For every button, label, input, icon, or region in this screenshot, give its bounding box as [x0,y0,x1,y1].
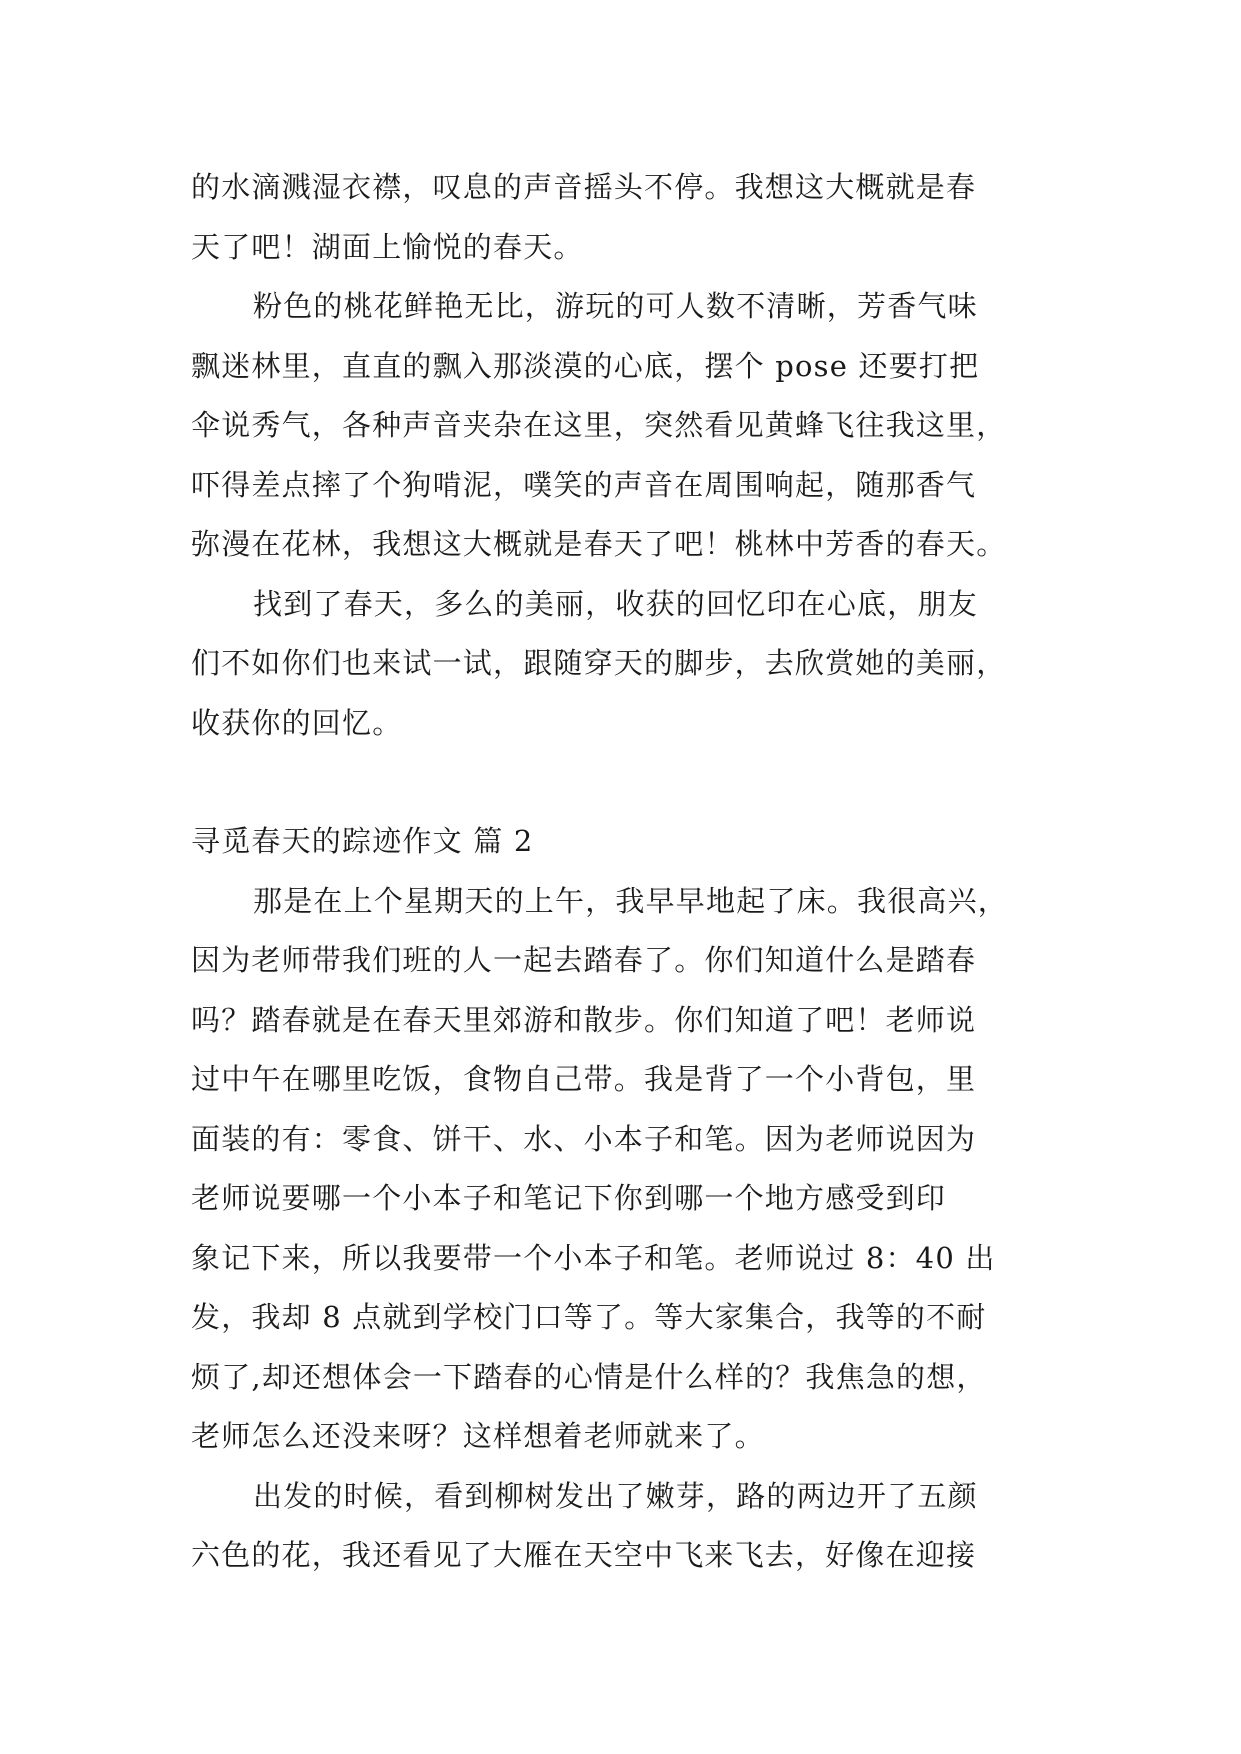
paragraph-found-spring: 找到了春天，多么的美丽，收获的回忆印在心底，朋友 们不如你们也来试一试，跟随穿天的脚步，去欣赏她的美丽， 收获你的回忆。 [191,586,1007,740]
section-spacer [191,753,1061,812]
paragraph-continuation: 的水滴溅湿衣襟，叹息的声音摇头不停。我想这大概就是春 天了吧！湖面上愉悦的春天。 [191,170,977,264]
section-heading: 寻觅春天的踪迹作文 篇 2 [191,824,534,858]
paragraph-sunday-morning: 那是在上个星期天的上午，我早早地起了床。我很高兴， 因为老师带我们班的人一起去踏春了。你们知道什么是踏春 吗？踏春就是在春天里郊游和散步。你们知道了吧！老师说 过中午在哪里吃饭，食物自己带。我是背了一个小背包，里 面装的有：零食、饼干、水、小本子和笔。因为老师说因为 老师说要哪一个小本子和笔记下你到哪一个地方感受到印 象记下来，所以我要带一个小本子和笔。老师说过 8：40 出 发，我却 8 点就到学校门口等了。等大家集合，我等的不耐 烦了,却还想体会一下踏春的心情是什么样的？我焦急的想， 老师怎么还没来呀？这样想着老师就来了。 [191,883,1009,1453]
paragraph-departure: 出发的时候，看到柳树发出了嫩芽，路的两边开了五颜 六色的花，我还看见了大雁在天空中飞来飞去，好像在迎接 [191,1478,978,1572]
document-body [191,158,1061,1586]
paragraph-peach-blossom: 粉色的桃花鲜艳无比，游玩的可人数不清晰，芳香气味 飘迷林里，直直的飘入那淡漠的心底，摆个 pose 还要打把 伞说秀气，各种声音夹杂在这里，突然看见黄蜂飞往我这里， 吓得差点摔了个狗啃泥，噗笑的声音在周围响起，随那香气 弥漫在花林，我想这大概就是春天了吧！桃林中芳香的春天。 [191,289,1007,561]
